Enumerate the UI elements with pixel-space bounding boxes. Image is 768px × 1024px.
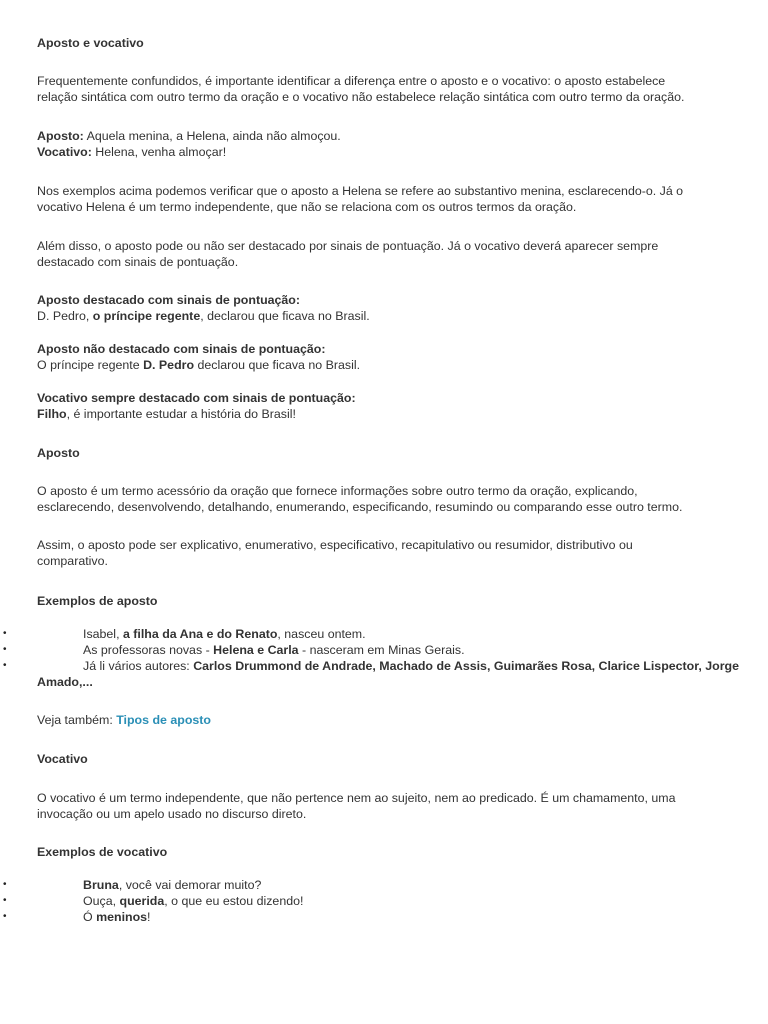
case3-example xyxy=(37,406,737,422)
tipos-de-aposto-link[interactable]: Tipos de aposto xyxy=(116,713,211,727)
aposto-example-2 xyxy=(83,642,733,658)
vocativo-example-1-bold: Bruna xyxy=(83,878,119,892)
vocativo-examples-heading: Exemplos de vocativo xyxy=(37,845,168,859)
case3-bold: Filho xyxy=(37,407,67,421)
vocativo-example-1-post: , você vai demorar muito? xyxy=(118,878,262,892)
basic-examples xyxy=(37,128,737,160)
case1-post: , declarou que ficava no Brasil. xyxy=(200,309,370,323)
aposto-example-2-post: - nasceram em Minas Gerais. xyxy=(298,643,465,657)
case2-example xyxy=(37,357,737,373)
bullet-icon: • xyxy=(3,911,7,922)
vocativo-example-2-bold: querida xyxy=(119,894,165,908)
vocativo-example-2 xyxy=(83,893,733,909)
aposto-definition-line-2: esclarecendo, desenvolvendo, detalhando, enumerando, especificando, resumindo ou comparando esse outro termo. xyxy=(37,500,683,514)
vocativo-example-label: Vocativo: xyxy=(37,145,92,159)
punctuation-line-2: destacado com sinais de pontuação. xyxy=(37,255,239,269)
aposto-definition xyxy=(37,483,737,515)
aposto-definition-line-1: O aposto é um termo acessório da oração que fornece informações sobre outro termo da oração, explicando, xyxy=(37,484,638,498)
vocativo-definition-line-1: O vocativo é um termo independente, que não pertence nem ao sujeito, nem ao predicado. É um chamamento, uma xyxy=(37,791,676,805)
explanation-line-2: vocativo Helena é um termo independente, que não se relaciona com os outros termos da oração. xyxy=(37,200,577,214)
case3-heading: Vocativo sempre destacado com sinais de pontuação: xyxy=(37,391,356,405)
vocativo-example-text: Helena, venha almoçar! xyxy=(91,145,227,159)
vocativo-example-2-post: , o que eu estou dizendo! xyxy=(164,894,304,908)
punctuation-paragraph xyxy=(37,238,737,270)
aposto-example-3-bold: Carlos Drummond de Andrade, Machado de Assis, Guimarães Rosa, Clarice Lispector, Jorge xyxy=(193,659,739,673)
aposto-example-2-bold: Helena e Carla xyxy=(213,643,299,657)
aposto-examples-heading: Exemplos de aposto xyxy=(37,594,158,608)
vocativo-definition-line-2: invocação ou um apelo usado no discurso direto. xyxy=(37,807,307,821)
bullet-icon: • xyxy=(3,660,7,671)
aposto-example xyxy=(37,128,737,144)
intro-line-1: Frequentemente confundidos, é importante identificar a diferença entre o aposto e o vocativo: o aposto estabelece xyxy=(37,74,666,88)
vocativo-example-3-bold: meninos xyxy=(96,910,148,924)
aposto-example-1-bold: a filha da Ana e do Renato xyxy=(122,627,278,641)
case-vocativo-punctuation xyxy=(37,390,737,422)
aposto-example-3-continuation xyxy=(37,674,737,690)
vocativo-example xyxy=(37,144,737,160)
bullet-icon: • xyxy=(3,644,7,655)
aposto-example-text: Aquela menina, a Helena, ainda não almoçou. xyxy=(83,129,341,143)
case1-bold: o príncipe regente xyxy=(92,309,201,323)
vocativo-example-3-post: ! xyxy=(147,910,151,924)
case1-heading: Aposto destacado com sinais de pontuação: xyxy=(37,293,301,307)
explanation-paragraph xyxy=(37,183,737,215)
aposto-example-2-pre: As professoras novas - xyxy=(83,643,214,657)
aposto-example-label: Aposto: xyxy=(37,129,84,143)
case3-post: , é importante estudar a história do Brasil! xyxy=(66,407,296,421)
vocativo-example-3 xyxy=(83,909,733,925)
intro-paragraph xyxy=(37,73,737,105)
case1-example xyxy=(37,308,737,324)
case2-pre: O príncipe regente xyxy=(37,358,144,372)
aposto-heading: Aposto xyxy=(37,446,80,460)
case-aposto-without-punctuation xyxy=(37,341,737,373)
aposto-example-3-pre: Já li vários autores: xyxy=(83,659,194,673)
case2-heading: Aposto não destacado com sinais de pontuação: xyxy=(37,342,326,356)
bullet-icon: • xyxy=(3,895,7,906)
aposto-example-3 xyxy=(83,658,739,674)
aposto-example-1-post: , nasceu ontem. xyxy=(277,627,366,641)
aposto-types-line-1: Assim, o aposto pode ser explicativo, enumerativo, especificativo, recapitulativo ou resumidor, distributivo ou xyxy=(37,538,633,552)
bullet-icon: • xyxy=(3,879,7,890)
aposto-example-3-bold-2: Amado,... xyxy=(37,675,93,689)
aposto-example-1-pre: Isabel, xyxy=(83,627,123,641)
vocativo-heading: Vocativo xyxy=(37,752,88,766)
case-aposto-with-punctuation xyxy=(37,292,737,324)
aposto-types-line-2: comparativo. xyxy=(37,554,108,568)
explanation-line-1: Nos exemplos acima podemos verificar que o aposto a Helena se refere ao substantivo menina, esclarecendo-o. Já o xyxy=(37,184,684,198)
vocativo-example-1 xyxy=(83,877,733,893)
page-title: Aposto e vocativo xyxy=(37,36,144,50)
aposto-types xyxy=(37,537,737,569)
punctuation-line-1: Além disso, o aposto pode ou não ser destacado por sinais de pontuação. Já o vocativo deverá aparecer sempre xyxy=(37,239,659,253)
intro-line-2: relação sintática com outro termo da oração e o vocativo não estabelece relação sintática com outro termo da oração. xyxy=(37,90,685,104)
bullet-icon: • xyxy=(3,628,7,639)
aposto-example-1 xyxy=(83,626,733,642)
vocativo-definition xyxy=(37,790,737,822)
vocativo-example-2-pre: Ouça, xyxy=(83,894,120,908)
case1-pre: D. Pedro, xyxy=(37,309,93,323)
case2-bold: D. Pedro xyxy=(143,358,195,372)
see-also xyxy=(37,712,737,728)
case2-post: declarou que ficava no Brasil. xyxy=(194,358,361,372)
vocativo-example-3-pre: Ó xyxy=(83,910,97,924)
see-also-label: Veja também: xyxy=(37,713,117,727)
